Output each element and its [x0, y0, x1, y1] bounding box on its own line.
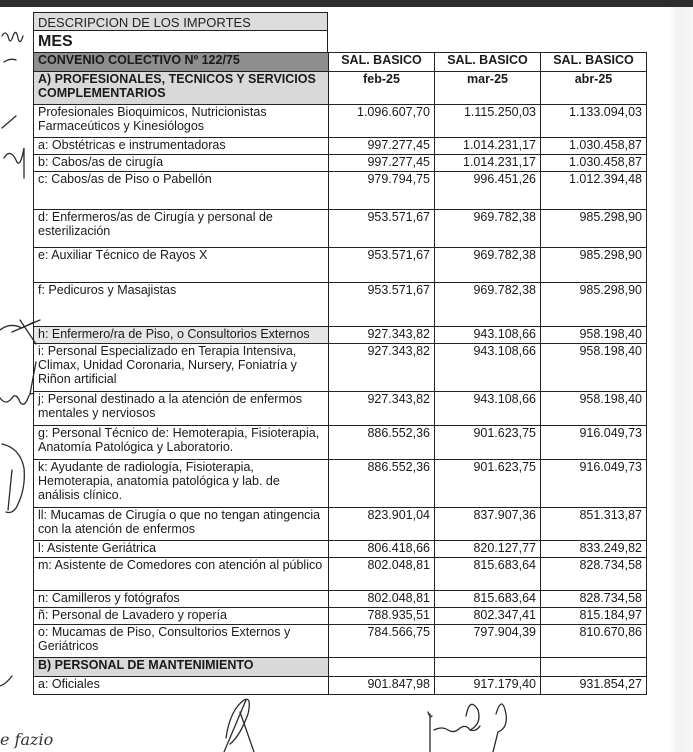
value-cell: 979.794,75 [329, 172, 435, 210]
value-cell: 958.198,40 [541, 392, 647, 426]
value-cell: 953.571,67 [329, 283, 435, 327]
row-label: e: Auxiliar Técnico de Rayos X [34, 248, 329, 283]
value-cell: 996.451,26 [435, 172, 541, 210]
empty-cell [435, 658, 541, 677]
value-cell: 837.907,36 [435, 508, 541, 541]
month-header: feb-25 [329, 72, 435, 105]
row-label: g: Personal Técnico de: Hemoterapia, Fisioterapia, Anatomía Patológica y Laboratorio. [34, 426, 329, 460]
empty-cell [541, 658, 647, 677]
section-b-title: B) PERSONAL DE MANTENIMIENTO [34, 658, 329, 677]
row-label: o: Mucamas de Piso, Consultorios Externos y Geriátricos [34, 625, 329, 658]
column-header: SAL. BASICO [329, 53, 435, 72]
section-b-row [34, 658, 647, 677]
value-cell: 802.048,81 [329, 558, 435, 591]
month-header: mar-25 [435, 72, 541, 105]
empty-cell [329, 658, 435, 677]
value-cell: 916.049,73 [541, 460, 647, 508]
value-cell: 886.552,36 [329, 426, 435, 460]
value-cell: 1.030.458,87 [541, 155, 647, 172]
value-cell: 969.782,38 [435, 248, 541, 283]
table-row [34, 138, 647, 155]
row-label: a: Oficiales [34, 677, 329, 695]
value-cell: 802.347,41 [435, 608, 541, 625]
row-label: h: Enfermero/ra de Piso, o Consultorios Externos [34, 327, 329, 344]
column-header: SAL. BASICO [541, 53, 647, 72]
convenio-row [34, 53, 647, 72]
row-label: i: Personal Especializado en Terapia Intensiva, Climax, Unidad Coronaria, Nursery, Foniatría y Riñon artificial [34, 344, 329, 392]
row-label: a: Obstétricas e instrumentadoras [34, 138, 329, 155]
row-label: k: Ayudante de radiología, Fisioterapia, Hemoterapia, anatomía patológica y lab. de análisis clínico. [34, 460, 329, 508]
convenio-title: CONVENIO COLECTIVO Nº 122/75 [34, 53, 329, 72]
table-row [34, 344, 647, 392]
value-cell: 815.683,64 [435, 591, 541, 608]
value-cell: 1.133.094,03 [541, 105, 647, 138]
value-cell: 1.115.250,03 [435, 105, 541, 138]
value-cell: 958.198,40 [541, 327, 647, 344]
value-cell: 985.298,90 [541, 248, 647, 283]
table-row [34, 591, 647, 608]
value-cell: 969.782,38 [435, 210, 541, 248]
value-cell: 943.108,66 [435, 327, 541, 344]
value-cell: 917.179,40 [435, 677, 541, 695]
table-row [34, 210, 647, 248]
window-top-bar [0, 0, 693, 7]
salary-table [33, 52, 647, 695]
table-row [34, 460, 647, 508]
table-row [34, 105, 647, 138]
value-cell: 806.418,66 [329, 541, 435, 558]
row-label: b: Cabos/as de cirugía [34, 155, 329, 172]
value-cell: 901.623,75 [435, 460, 541, 508]
row-label: l: Asistente Geriátrica [34, 541, 329, 558]
value-cell: 833.249,82 [541, 541, 647, 558]
value-cell: 886.552,36 [329, 460, 435, 508]
value-cell: 953.571,67 [329, 210, 435, 248]
value-cell: 1.014.231,17 [435, 138, 541, 155]
section-a-title: A) PROFESIONALES, TECNICOS Y SERVICIOS COMPLEMENTARIOS [34, 72, 329, 105]
row-label: Profesionales Bioquimicos, Nutricionistas Farmaceúticos y Kinesiólogos [34, 105, 329, 138]
value-cell: 997.277,45 [329, 155, 435, 172]
table-row [34, 625, 647, 658]
month-label: MES [33, 31, 328, 53]
month-header: abr-25 [541, 72, 647, 105]
value-cell: 851.313,87 [541, 508, 647, 541]
table-row [34, 608, 647, 625]
value-cell: 931.854,27 [541, 677, 647, 695]
value-cell: 901.623,75 [435, 426, 541, 460]
value-cell: 820.127,77 [435, 541, 541, 558]
value-cell: 943.108,66 [435, 392, 541, 426]
value-cell: 797.904,39 [435, 625, 541, 658]
value-cell: 916.049,73 [541, 426, 647, 460]
column-header: SAL. BASICO [435, 53, 541, 72]
row-label: j: Personal destinado a la atención de enfermos mentales y nerviosos [34, 392, 329, 426]
row-label: ñ: Personal de Lavadero y ropería [34, 608, 329, 625]
value-cell: 802.048,81 [329, 591, 435, 608]
row-label: n: Camilleros y fotógrafos [34, 591, 329, 608]
section-a-row [34, 72, 647, 105]
table-row [34, 558, 647, 591]
handwritten-note: e fazio [0, 730, 54, 749]
value-cell: 815.184,97 [541, 608, 647, 625]
value-cell: 1.014.231,17 [435, 155, 541, 172]
row-label: m: Asistente de Comedores con atención al público [34, 558, 329, 591]
value-cell: 943.108,66 [435, 344, 541, 392]
value-cell: 815.683,64 [435, 558, 541, 591]
table-row [34, 541, 647, 558]
table-row [34, 508, 647, 541]
value-cell: 997.277,45 [329, 138, 435, 155]
row-label: ll: Mucamas de Cirugía o que no tengan atingencia con la atención de enfermos [34, 508, 329, 541]
value-cell: 1.012.394,48 [541, 172, 647, 210]
description-header: DESCRIPCION DE LOS IMPORTES [33, 12, 328, 31]
table-row [34, 155, 647, 172]
value-cell: 958.198,40 [541, 344, 647, 392]
value-cell: 784.566,75 [329, 625, 435, 658]
row-label: c: Cabos/as de Piso o Pabellón [34, 172, 329, 210]
value-cell: 927.343,82 [329, 344, 435, 392]
table-row [34, 172, 647, 210]
row-label: f: Pedicuros y Masajistas [34, 283, 329, 327]
table-row [34, 248, 647, 283]
value-cell: 1.096.607,70 [329, 105, 435, 138]
handwritten-initials-icon [2, 32, 23, 41]
value-cell: 927.343,82 [329, 327, 435, 344]
table-row [34, 426, 647, 460]
table-row [34, 677, 647, 695]
value-cell: 985.298,90 [541, 283, 647, 327]
value-cell: 969.782,38 [435, 283, 541, 327]
row-label: d: Enfermeros/as de Cirugía y personal de esterilización [34, 210, 329, 248]
value-cell: 901.847,98 [329, 677, 435, 695]
value-cell: 953.571,67 [329, 248, 435, 283]
value-cell: 823.901,04 [329, 508, 435, 541]
value-cell: 927.343,82 [329, 392, 435, 426]
table-row-highlighted [34, 327, 647, 344]
table-row [34, 392, 647, 426]
table-row [34, 283, 647, 327]
value-cell: 828.734,58 [541, 591, 647, 608]
page-edge-shadow [668, 7, 693, 752]
value-cell: 788.935,51 [329, 608, 435, 625]
value-cell: 828.734,58 [541, 558, 647, 591]
value-cell: 985.298,90 [541, 210, 647, 248]
value-cell: 1.030.458,87 [541, 138, 647, 155]
value-cell: 810.670,86 [541, 625, 647, 658]
